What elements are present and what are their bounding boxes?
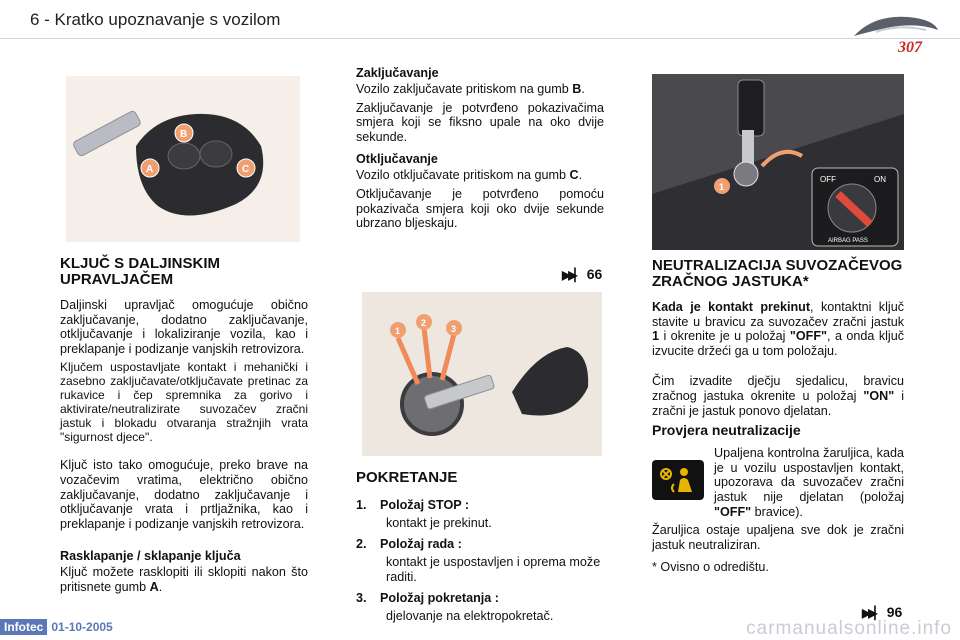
position-2-label: 2 [421,318,427,328]
folding-key-subheading: Rasklapanje / sklapanje ključa [60,549,241,564]
off-label: OFF [820,175,836,184]
watermark: carmanualsonline.info [746,618,952,639]
remote-key-paragraph-2: Ključem uspostavljate kontakt i mehanički i zasebno zaključavate/otključavate pretinac za rukavice i čep spremnika za gorivo i aktivirate/neutralizirate suvozačev zračni jastuk i blokadu otvaranja stražnjih vrata "sigurnost djece". [60,360,308,445]
model-badge: 307 [898,39,922,56]
page-title: 6 - Kratko upoznavanje s vozilom [30,10,281,29]
step-item-2: 2. Položaj rada : [356,537,462,551]
remote-key-heading: KLJUČ S DALJINSKIM UPRAVLJAČEM [60,255,221,288]
step-desc-3: djelovanje na elektropokretač. [386,609,554,623]
footer-date: 01-10-2005 [51,620,113,634]
remote-key-paragraph-1: Daljinski upravljač omogućuje obično zaključavanje, dodatno zaključavanje, otključavanje i lokaliziranje vozila, kao i preklapanje i podizanje vanjskih retrovizora. [60,298,308,356]
step-desc-2: kontakt je uspostavljen i oprema može raditi. [386,555,601,584]
remote-key-paragraph-3: Ključ isto tako omogućuje, preko brave na vozačevim vratima, električno obično zaključavanje, dodatno zaključavanje i otključavanje vrata i prtljažnika, kao i preklapanje i podizanje vanjskih retrovizora. [60,458,308,531]
label-b: B [180,129,188,140]
airbag-paragraph-2: Čim izvadite dječju sjedalicu, bravicu zračnog jastuka okrenite u položaj "ON" i zračni je jastuk ponovo djelatan. [652,374,905,418]
page-reference-96: ▶▶▏ 96 [862,604,903,620]
unlocking-subheading: Otključavanje [356,152,438,167]
footer-brand [0,620,113,634]
airbag-paragraph-4: Žaruljica ostaje upaljena sve dok je zračni jastuk neutraliziran. [652,523,904,552]
starting-steps-list [356,498,606,624]
airbag-pass-label: AIRBAG PASS [828,238,868,244]
infotec-badge: Infotec [0,619,47,635]
position-3-label: 3 [451,324,457,334]
unlocking-paragraph-2: Otključavanje je potvrđeno pomoću pokazivača smjera koji oko dvije sekunde ubrzano bljeskaju. [356,186,604,231]
peugeot-logo [846,10,944,58]
step-item-1: 1. Položaj STOP : [356,498,470,512]
page-reference-66: ▶▶▏ 66 [562,266,603,282]
label-a: A [146,164,154,175]
destination-footnote: * Ovisno o odredištu. [652,560,769,575]
airbag-switch-photo [652,74,904,250]
locking-paragraph-1: Vozilo zaključavate pritiskom na gumb B. [356,82,585,96]
key-remote-photo [66,76,300,242]
verification-paragraph: Upaljena kontrolna žarulјica, kada je u vozilu uspostavljen kontakt, upozorava da suvozačev zračni jastuk nije djelatan (položaj "OFF" bravice). [714,446,904,519]
on-label: ON [874,175,886,184]
title-divider [0,38,960,39]
fast-forward-icon: ▶▶▏ [862,606,881,620]
fast-forward-icon: ▶▶▏ [562,268,581,282]
locking-paragraph-2: Zaključavanje je potvrđeno pokazivačima smjera koji se fiksno upale na oko dvije sekunde. [356,100,604,144]
locking-subheading: Zaključavanje [356,66,439,80]
unlocking-paragraph-1: Vozilo otključavate pritiskom na gumb C. [356,168,583,183]
label-c: C [242,164,250,175]
ignition-photo [362,292,602,456]
folding-key-paragraph: Ključ možete rasklopiti ili sklopiti nakon što pritisnete gumb A. [60,565,308,594]
position-1-label: 1 [395,326,401,336]
airbag-warning-icon [652,460,704,500]
switch-1-label: 1 [719,182,725,192]
step-desc-1: kontakt je prekinut. [386,516,492,530]
airbag-paragraph-1: Kada je kontakt prekinut, kontaktni ključ stavite u bravicu za suvozačev zračni jastuk 1 i okrenite je u položaj "OFF", a onda ključ izvucite držeći ga u tom položaju. [652,300,905,358]
starting-heading: POKRETANJE [356,469,458,486]
airbag-neutralization-heading: NEUTRALIZACIJA SUVOZAČEVOG ZRAČNOG JASTUKA* [652,257,903,290]
step-item-3: 3. Položaj pokretanja : [356,591,499,605]
verification-subheading: Provjera neutralizacije [652,422,801,439]
